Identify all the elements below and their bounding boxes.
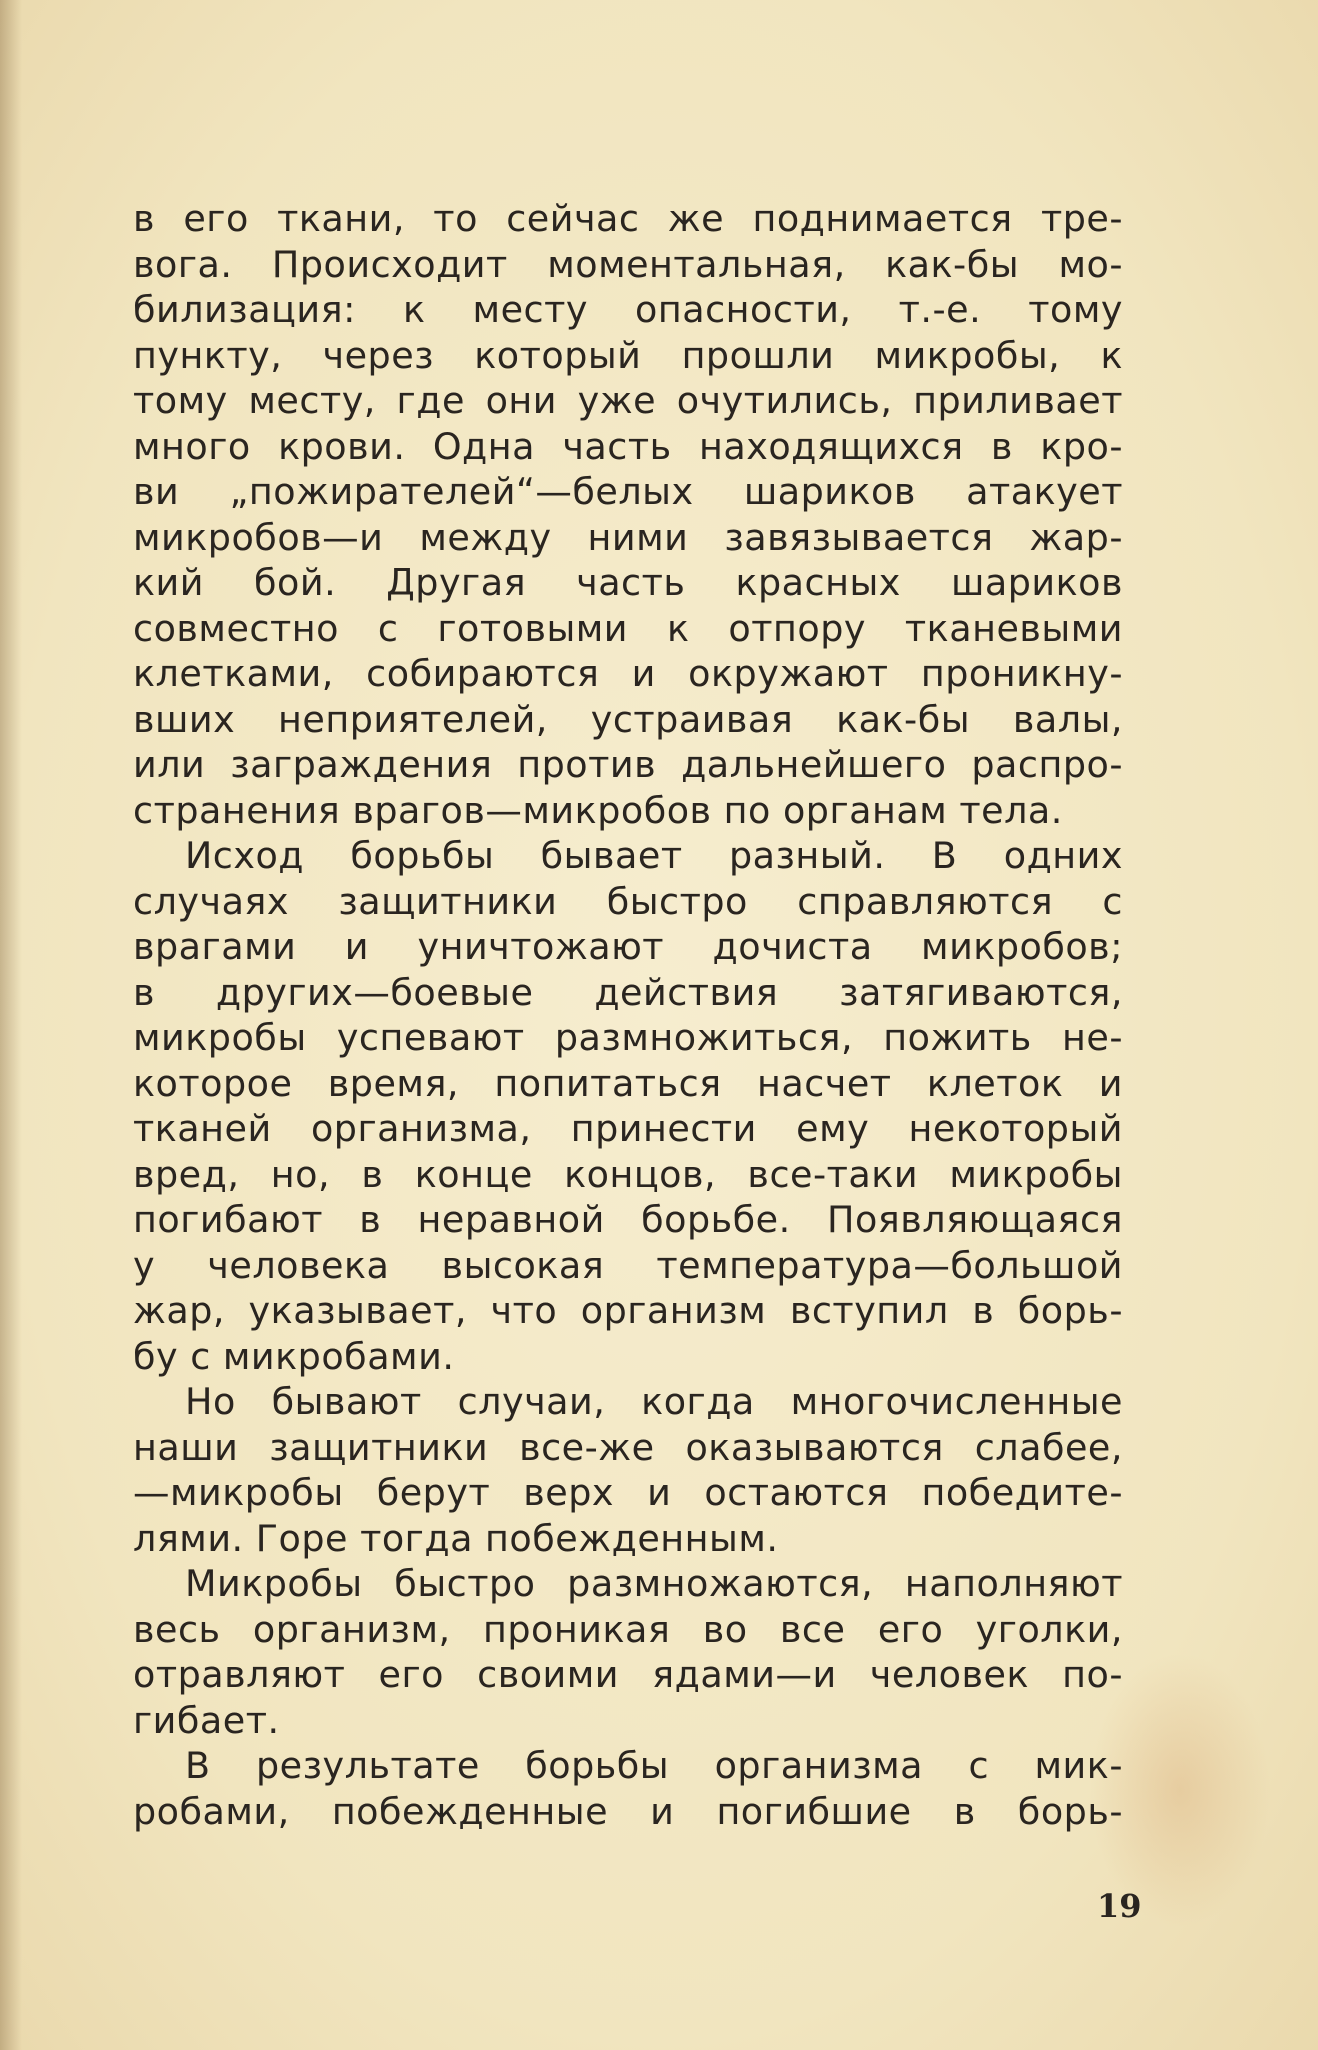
text-line: случаях защитники быстро справляются с	[133, 879, 1123, 923]
text-line: вших неприятелей, устраивая как-бы валы,	[133, 697, 1123, 741]
text-line: микробы успевают размножиться, пожить не-	[133, 1016, 1123, 1059]
text-line: весь организм, проникая во все его уголки,	[133, 1607, 1123, 1651]
text-line: билизация: к месту опасности, т.-е. тому	[133, 288, 1123, 331]
text-line: у человека высокая температура—большой	[133, 1243, 1123, 1287]
text-line: наши защитники все-же оказываются слабее,	[133, 1425, 1123, 1469]
text-line: совместно с готовыми к отпору тканевыми	[133, 606, 1123, 650]
text-line: Исход борьбы бывает разный. В одних	[185, 834, 1123, 877]
text-line: робами, побежденные и погибшие в борь-	[133, 1789, 1123, 1833]
text-line: в его ткани, то сейчас же поднимается тре-	[133, 197, 1123, 240]
text-line: врагами и уничтожают дочиста микробов;	[133, 925, 1123, 968]
text-line: кий бой. Другая часть красных шариков	[133, 561, 1123, 604]
text-line: микробов—и между ними завязывается жар-	[133, 515, 1123, 559]
text-line: странения врагов—микробов по органам тела.	[133, 788, 1063, 832]
text-line: много крови. Одна часть находящихся в кро-	[133, 424, 1123, 468]
text-line: ви „пожирателей“—белых шариков атакует	[133, 470, 1123, 513]
text-line: погибают в неравной борьбе. Появляющаяся	[133, 1198, 1123, 1241]
text-line: лями. Горе тогда побежденным.	[133, 1516, 779, 1560]
text-line: В результате борьбы организма с мик-	[185, 1744, 1123, 1787]
text-line: гибает.	[133, 1698, 280, 1742]
text-line: тканей организма, принести ему некоторый	[133, 1107, 1123, 1150]
text-line: —микробы берут верх и остаются победите-	[133, 1471, 1123, 1514]
text-line: которое время, попитаться насчет клеток и	[133, 1061, 1123, 1105]
text-line: отравляют его своими ядами—и человек по-	[133, 1653, 1123, 1696]
text-line: или заграждения против дальнейшего распро-	[133, 743, 1123, 786]
text-line: жар, указывает, что организм вступил в борь-	[133, 1289, 1123, 1332]
text-line: тому месту, где они уже очутились, приливает	[133, 379, 1123, 422]
text-line: пункту, через который прошли микробы, к	[133, 333, 1123, 377]
page-number: 19	[1097, 1887, 1142, 1925]
text-line: вога. Происходит моментальная, как-бы мо-	[133, 242, 1123, 286]
text-line: в других—боевые действия затягиваются,	[133, 970, 1123, 1014]
page-edge-shadow	[0, 0, 22, 2050]
text-line: Но бывают случаи, когда многочисленные	[185, 1380, 1123, 1423]
text-line: Микробы быстро размножаются, наполняют	[185, 1562, 1123, 1605]
body-text	[133, 196, 1123, 1834]
text-line: клетками, собираются и окружают проникну-	[133, 652, 1123, 695]
text-line: бу с микробами.	[133, 1334, 455, 1378]
text-line: вред, но, в конце концов, все-таки микробы	[133, 1152, 1123, 1196]
